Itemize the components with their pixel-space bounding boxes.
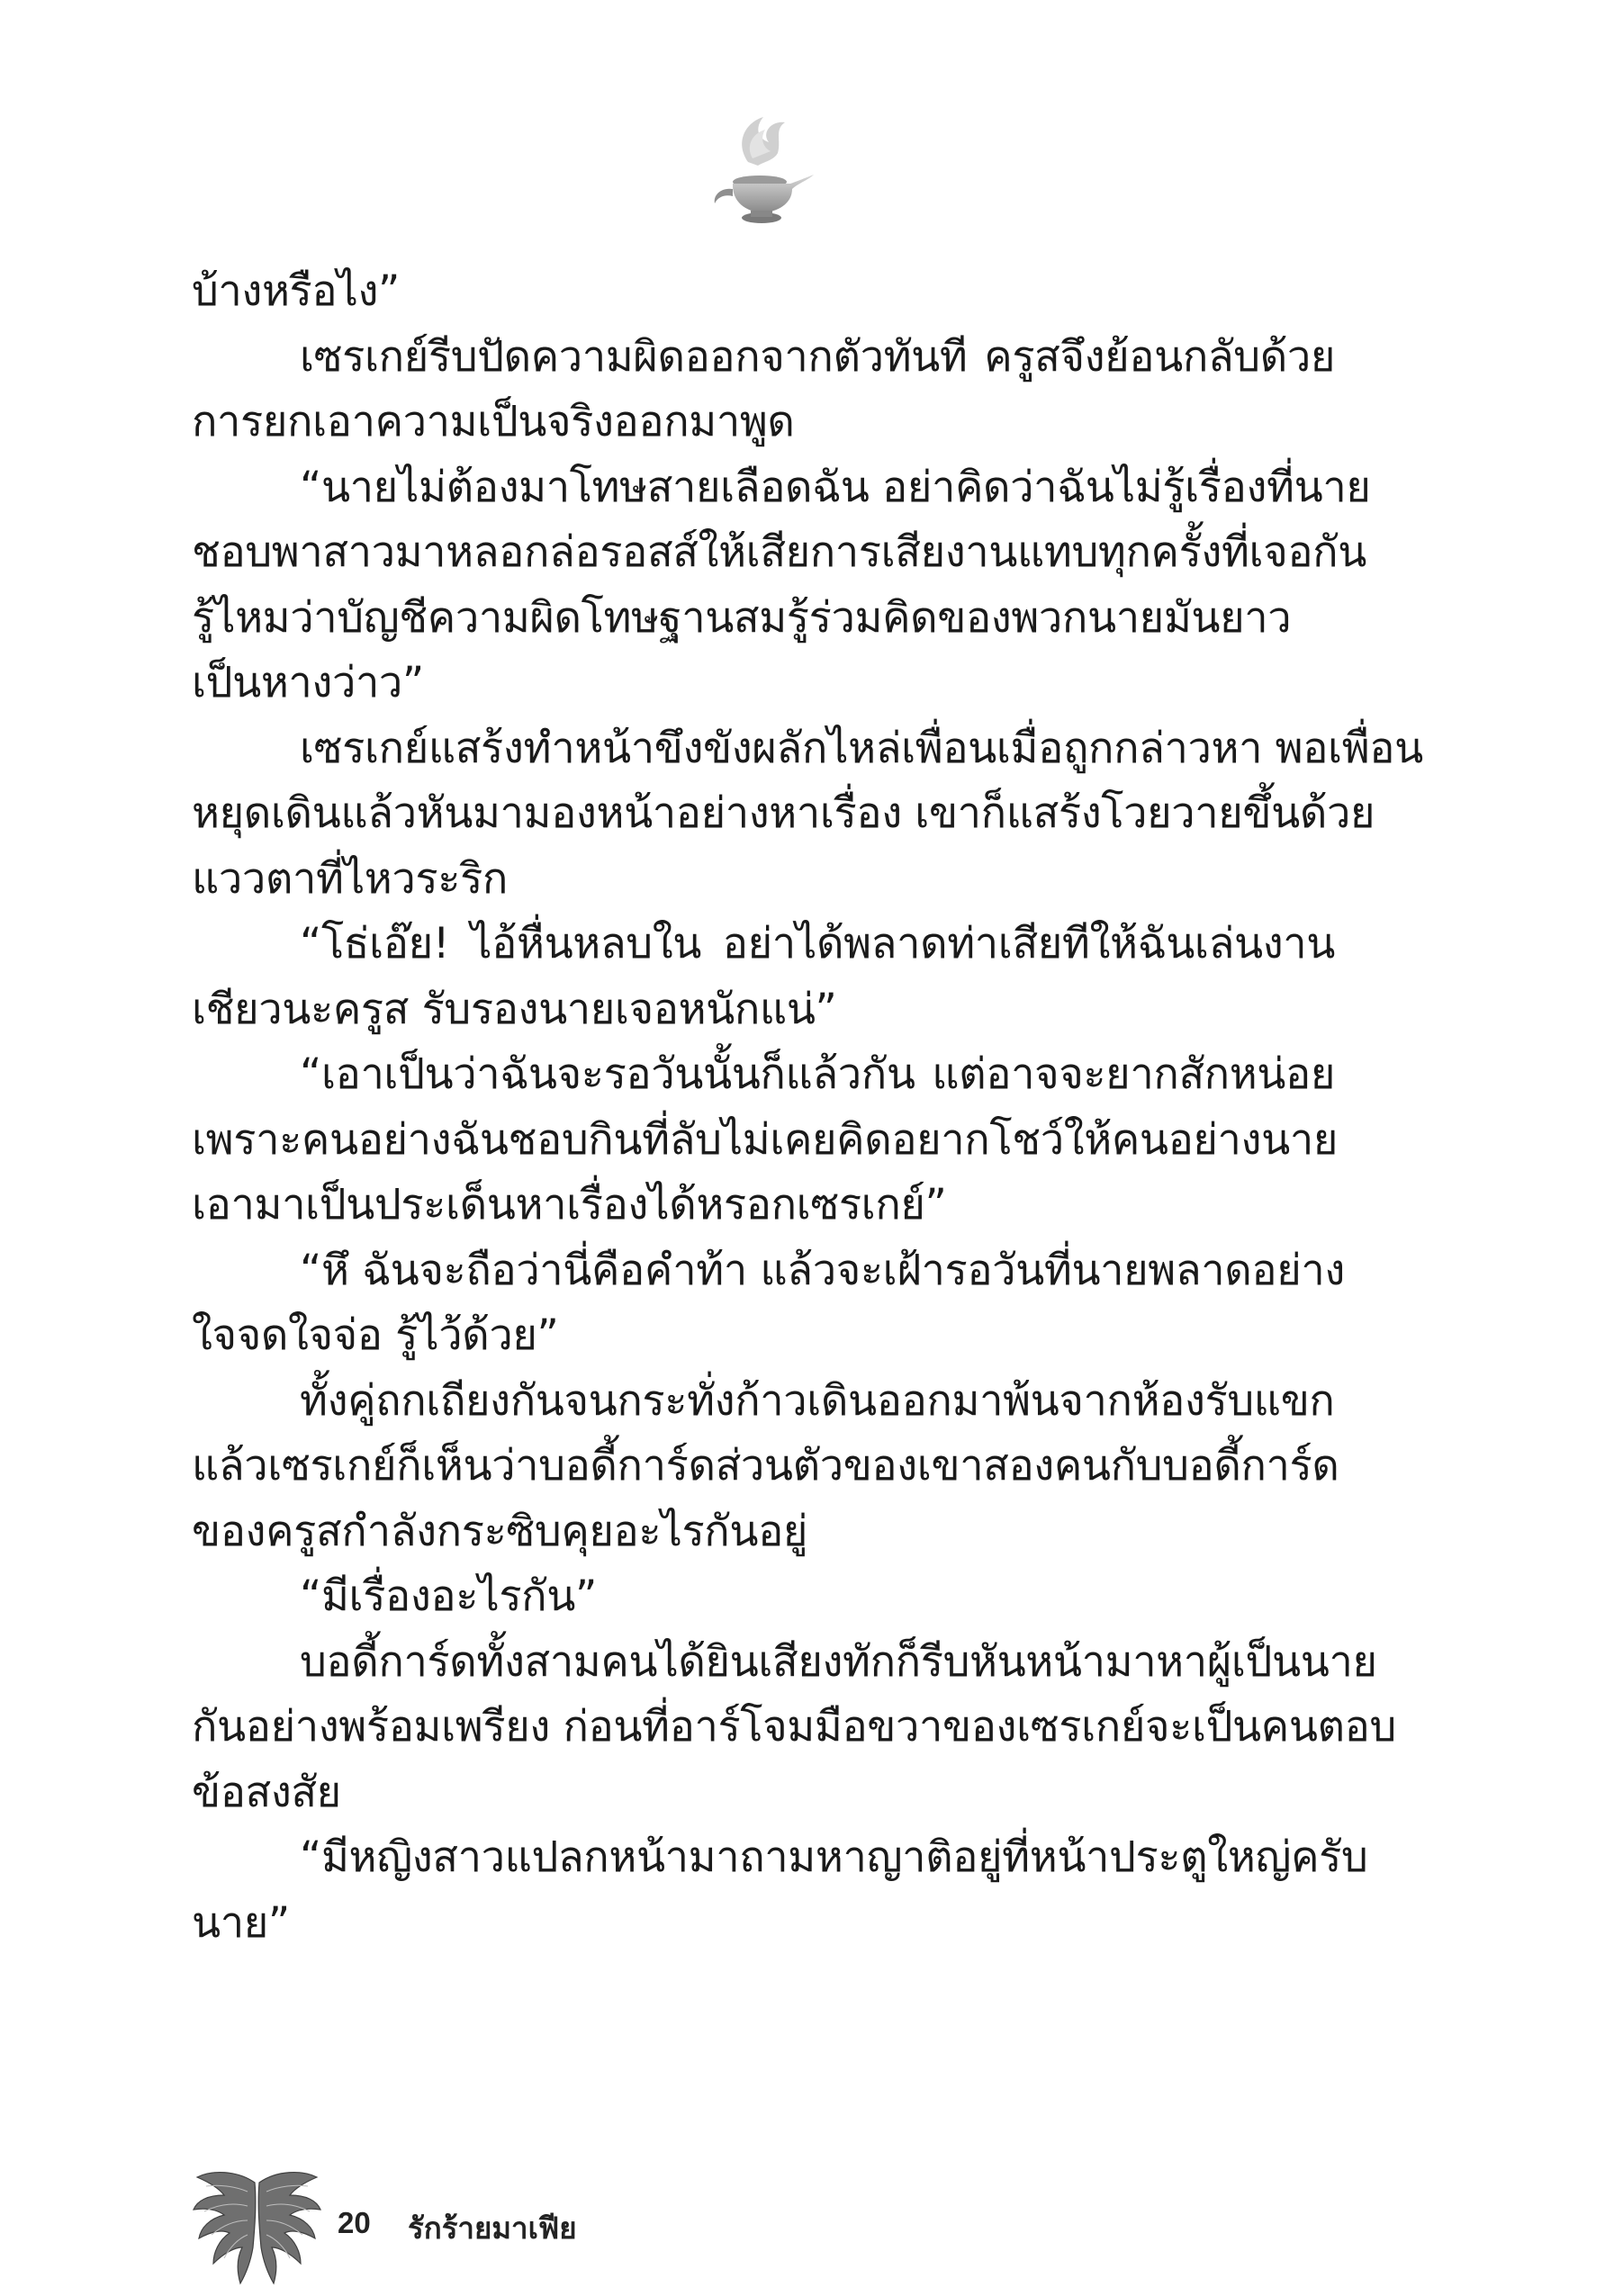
text-line: บ้างหรือไง” <box>192 266 400 316</box>
text-line: รู้ไหมว่าบัญชีความผิดโทษฐานสมรู้ร่วมคิดของพวกนายมันยาว <box>192 592 1292 643</box>
text-line: ชอบพาสาวมาหลอกล่อรอสส์ให้เสียการเสียงานแทบทุกครั้งที่เจอกัน <box>192 527 1366 577</box>
page-footer <box>192 2165 912 2291</box>
text-line: บอดี้การ์ดทั้งสามคนได้ยินเสียงทักก็รีบหันหน้ามาหาผู้เป็นนาย <box>300 1636 1377 1687</box>
text-line: แววตาที่ไหวระริก <box>192 853 508 904</box>
text-line: เซรเกย์แสร้งทำหน้าขึงขังผลักไหล่เพื่อนเมื่อถูกกล่าวหา พอเพื่อน <box>300 723 1423 773</box>
text-line: การยกเอาความเป็นจริงออกมาพูด <box>192 397 795 446</box>
text-line: เซรเกย์รีบปัดความผิดออกจากตัวทันที ครูสจึงย้อนกลับด้วย <box>300 331 1335 382</box>
page-number: 20 <box>338 2206 371 2239</box>
text-line: เชียวนะครูส รับรองนายเจอหนักแน่” <box>192 984 837 1034</box>
text-line: หยุดเดินแล้วหันมามองหน้าอย่างหาเรื่อง เขาก็แสร้งโวยวายขึ้นด้วย <box>192 788 1375 838</box>
text-line: แล้วเซรเกย์ก็เห็นว่าบอดี้การ์ดส่วนตัวของเขาสองคนกับบอดี้การ์ด <box>192 1441 1339 1490</box>
text-line: เพราะคนอย่างฉันชอบกินที่ลับไม่เคยคิดอยากโชว์ให้คนอย่างนาย <box>192 1114 1338 1165</box>
text-line: “นายไม่ต้องมาโทษสายเลือดฉัน อย่าคิดว่าฉันไม่รู้เรื่องที่นาย <box>300 462 1371 512</box>
text-line: กันอย่างพร้อมเพรียง ก่อนที่อาร์โจมมือขวาของเซรเกย์จะเป็นคนตอบ <box>192 1702 1396 1751</box>
text-line: ข้อสงสัย <box>192 1767 341 1817</box>
book-title: รักร้ายมาเฟีย <box>408 2210 577 2246</box>
text-line: “โธ่เอ๊ย! ไอ้หื่นหลบใน อย่าได้พลาดท่าเสียทีให้ฉันเล่นงาน <box>300 919 1335 968</box>
text-line: ของครูสกำลังกระซิบคุยอะไรกันอยู่ <box>192 1506 808 1556</box>
text-line: “มีเรื่องอะไรกัน” <box>300 1571 597 1621</box>
genie-lamp-icon <box>699 106 820 228</box>
angel-wings-icon <box>192 2165 322 2291</box>
text-line: ใจจดใจจ่อ รู้ไว้ด้วย” <box>192 1310 559 1360</box>
text-line: “มีหญิงสาวแปลกหน้ามาถามหาญาติอยู่ที่หน้าประตูใหญ่ครับ <box>300 1832 1368 1882</box>
body-text <box>192 259 1423 1956</box>
text-line: เป็นหางว่าว” <box>192 658 424 707</box>
text-line: นาย” <box>192 1897 290 1948</box>
text-line: เอามาเป็นประเด็นหาเรื่องได้หรอกเซรเกย์” <box>192 1180 947 1229</box>
text-line: “หึ ฉันจะถือว่านี่คือคำท้า แล้วจะเฝ้ารอวันที่นายพลาดอย่าง <box>300 1245 1345 1295</box>
text-line: ทั้งคู่ถกเถียงกันจนกระทั่งก้าวเดินออกมาพ้นจากห้องรับแขก <box>300 1375 1335 1426</box>
text-line: “เอาเป็นว่าฉันจะรอวันนั้นก็แล้วกัน แต่อาจจะยากสักหน่อย <box>300 1049 1335 1099</box>
